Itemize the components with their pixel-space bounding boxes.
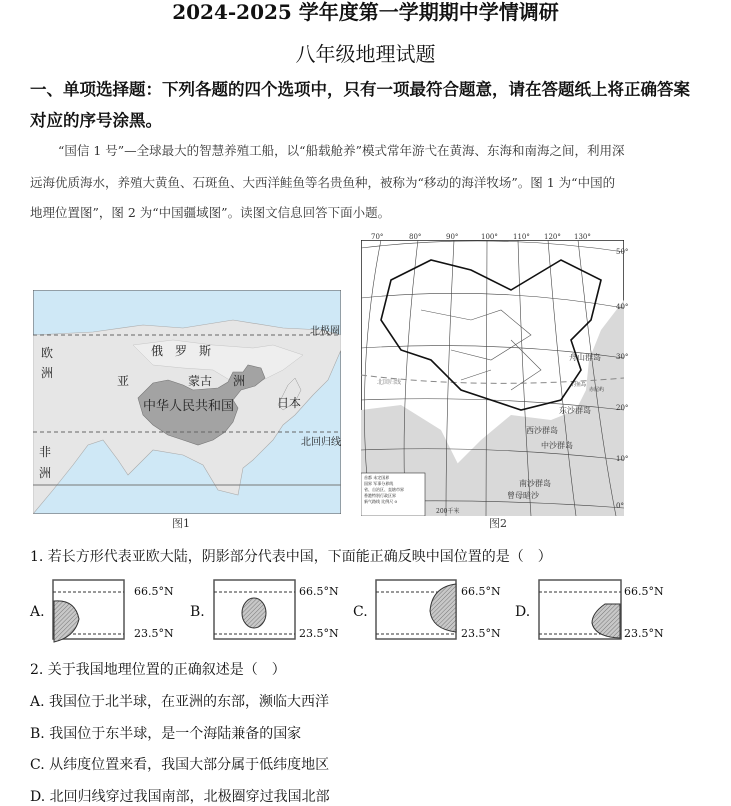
- label-japan: 日本: [277, 396, 302, 410]
- q1-option-c[interactable]: C.: [353, 604, 368, 620]
- option-a-diagram: [53, 580, 124, 642]
- lon-tick: 120°: [544, 233, 561, 241]
- lon-tick: 110°: [513, 233, 530, 241]
- q2-option-a[interactable]: A. 我国位于北半球，在亚洲的东部，濒临大西洋: [30, 694, 330, 710]
- label-arctic-circle: 北极圈: [310, 326, 340, 337]
- lat-tick: 20°: [616, 404, 629, 412]
- lat-label-top: 66.5°N: [461, 585, 501, 598]
- q2-option-b[interactable]: B. 我国位于东半球，是一个海陆兼备的国家: [30, 726, 302, 742]
- label-china: 中华人民共和国: [143, 399, 235, 414]
- legend-item: 首都: [364, 475, 372, 480]
- figure1-map: [33, 290, 341, 514]
- q1-option-d[interactable]: D.: [515, 604, 531, 620]
- label-asia: 亚: [117, 374, 130, 388]
- option-d-diagram: [539, 580, 621, 639]
- lat-label-top: 66.5°N: [299, 585, 339, 598]
- label-africa: 洲: [39, 466, 52, 480]
- exam-subtitle: 八年级地理试题: [295, 42, 436, 66]
- label-russia: 俄 罗 斯: [151, 344, 212, 358]
- lon-tick: 80°: [409, 233, 422, 241]
- legend-item: 未定国界: [373, 475, 390, 480]
- lat-label-bottom: 23.5°N: [624, 627, 664, 640]
- label-zengmu: 曾母暗沙: [507, 491, 539, 500]
- lat-label-top: 66.5°N: [624, 585, 664, 598]
- scale-label: 200千米: [436, 508, 460, 515]
- legend: [364, 475, 424, 505]
- passage-line: 地理位置图”，图 2 为“中国疆域图”。读图文信息回答下面小题。: [30, 205, 391, 220]
- label-mongolia: 蒙古: [188, 374, 213, 388]
- lat-tick: 50°: [616, 248, 629, 256]
- lat-label-bottom: 23.5°N: [461, 627, 501, 640]
- lat-tick: 40°: [616, 303, 629, 311]
- option-b-diagram: [214, 580, 295, 639]
- lon-tick: 90°: [446, 233, 459, 241]
- label-europe: 欧: [41, 346, 54, 360]
- label-chiwei: 赤尾屿: [589, 387, 605, 393]
- label-nansha: 南沙群岛: [519, 479, 551, 488]
- lat-tick: 30°: [616, 353, 629, 361]
- q1-option-b[interactable]: B.: [190, 604, 205, 620]
- q2-option-d[interactable]: D. 北回归线穿过我国南部，北极圈穿过我国北部: [30, 789, 330, 805]
- legend-item: 省、自治区、直辖市界: [364, 487, 404, 492]
- question-2: 2. 关于我国地理位置的正确叙述是（ ）: [30, 662, 286, 678]
- lon-tick: 70°: [371, 233, 384, 241]
- label-dongsha: 东沙群岛: [559, 406, 591, 415]
- figure1-caption: 图1: [172, 517, 190, 530]
- label-asia: 洲: [233, 374, 246, 388]
- lat-label-bottom: 23.5°N: [299, 627, 339, 640]
- lon-tick: 130°: [574, 233, 591, 241]
- section-heading-cont: 对应的序号涂黑。: [30, 111, 162, 130]
- passage-line: “国信 1 号”—全球最大的智慧养殖工船，以“船载舱养”模式常年游弋在黄海、东海和南海之间，利用深: [58, 143, 625, 158]
- question-1: 1. 若长方形代表亚欧大陆，阴影部分代表中国，下面能正确反映中国位置的是（ ）: [30, 549, 552, 565]
- lat-tick: 10°: [616, 455, 629, 463]
- figure2-map: [361, 233, 629, 516]
- label-zhongsha: 中沙群岛: [541, 441, 573, 450]
- lat-label-top: 66.5°N: [134, 585, 174, 598]
- section-heading: 一、单项选择题：下列各题的四个选项中，只有一项最符合题意，请在答题纸上将正确答案: [30, 80, 690, 99]
- label-africa: 非: [39, 445, 52, 459]
- label-tropic: 北回归线: [377, 379, 402, 386]
- legend-item: 新气路线: [364, 499, 380, 504]
- lat-tick: 0°: [616, 502, 624, 510]
- q1-option-a[interactable]: A.: [30, 604, 45, 620]
- q2-option-c[interactable]: C. 从纬度位置来看，我国大部分属于低纬度地区: [30, 757, 330, 773]
- option-c-diagram: [376, 580, 456, 639]
- lat-label-bottom: 23.5°N: [134, 627, 174, 640]
- label-diaoyu: 钓鱼岛: [571, 382, 587, 388]
- exam-title: 2024-2025 学年度第一学期期中学情调研: [172, 0, 559, 24]
- label-tropic: 北回归线: [301, 437, 341, 448]
- label-zhoushan: 舟山群岛: [569, 353, 601, 362]
- label-europe: 洲: [41, 366, 54, 380]
- passage-line: 远海优质海水，养殖大黄鱼、石斑鱼、大西洋鲑鱼等名贵鱼种，被称为“移动的海洋牧场”。图 1 为“中国的: [30, 175, 616, 190]
- legend-item: 香港特别行政区界: [364, 493, 396, 498]
- legend-item: 比例尺 0: [381, 499, 398, 504]
- figure2-caption: 图2: [489, 517, 507, 530]
- legend-item: 军事分界线: [373, 481, 394, 486]
- lon-tick: 100°: [481, 233, 498, 241]
- label-xisha: 西沙群岛: [526, 426, 558, 435]
- legend-item: 国界: [364, 481, 372, 486]
